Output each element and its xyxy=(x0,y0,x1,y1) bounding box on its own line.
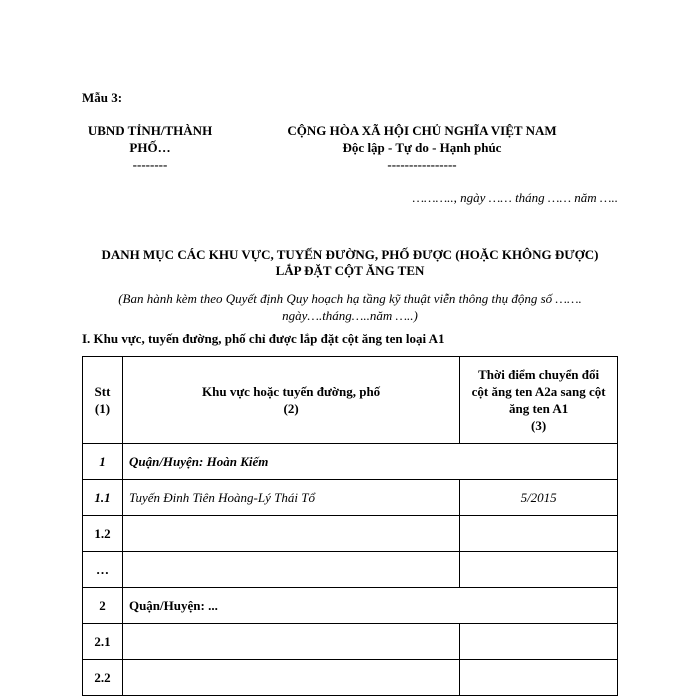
table-row xyxy=(83,624,618,660)
zones-table xyxy=(82,356,618,696)
row-stt: 1.1 xyxy=(83,480,123,516)
row-stt: 1 xyxy=(83,444,123,480)
right-header-rule: ---------------- xyxy=(387,157,457,172)
document-subtitle-line1: (Ban hành kèm theo Quyết định Quy hoạch hạ tầng kỹ thuật viễn thông thụ động số ……. xyxy=(118,291,582,306)
table-row xyxy=(83,552,618,588)
left-header xyxy=(70,122,230,173)
header-area-line2: (2) xyxy=(283,401,299,416)
row-stt: 2 xyxy=(83,588,123,624)
row-time: 5/2015 xyxy=(460,480,618,516)
table-row xyxy=(83,516,618,552)
row-time xyxy=(460,660,618,696)
right-header xyxy=(262,122,582,173)
document-title xyxy=(82,247,618,279)
header-area-line1: Khu vực hoặc tuyến đường, phố xyxy=(202,384,381,399)
right-header-line1: CỘNG HÒA XÃ HỘI CHỦ NGHĨA VIỆT NAM xyxy=(287,123,557,138)
row-time xyxy=(460,516,618,552)
row-stt: 2.1 xyxy=(83,624,123,660)
document-subtitle-line2: ngày….tháng…..năm …..) xyxy=(282,308,418,323)
row-time xyxy=(460,624,618,660)
document-title-line1: DANH MỤC CÁC KHU VỰC, TUYẾN ĐƯỜNG, PHỐ ĐƯỢC (HOẶC KHÔNG ĐƯỢC) xyxy=(101,247,599,262)
header-time-line2: cột ăng ten A2a sang cột xyxy=(471,384,606,399)
row-name xyxy=(122,624,459,660)
row-name: Tuyến Đinh Tiên Hoàng-Lý Thái Tổ xyxy=(122,480,459,516)
table-row xyxy=(83,660,618,696)
header-stt xyxy=(83,357,123,444)
header-stt-line1: Stt xyxy=(94,384,111,399)
left-header-line1: UBND TỈNH/THÀNH xyxy=(87,123,213,138)
left-header-line2: PHỐ… xyxy=(129,140,171,155)
header-area xyxy=(122,357,459,444)
row-district: Quận/Huyện: Hoàn Kiếm xyxy=(122,444,617,480)
header-conversion-time xyxy=(460,357,618,444)
table-header-row xyxy=(83,357,618,444)
date-line: ……….., ngày …… tháng …… năm ….. xyxy=(412,190,618,205)
right-header-line2: Độc lập - Tự do - Hạnh phúc xyxy=(342,140,502,155)
row-name xyxy=(122,660,459,696)
form-label: Mẫu 3: xyxy=(82,90,123,105)
row-stt: … xyxy=(83,552,123,588)
row-stt: 1.2 xyxy=(83,516,123,552)
header-stt-line2: (1) xyxy=(94,401,111,416)
row-name xyxy=(122,516,459,552)
header-time-line4: (3) xyxy=(531,418,547,433)
table-row xyxy=(83,480,618,516)
row-district: Quận/Huyện: ... xyxy=(122,588,617,624)
table-row xyxy=(83,444,618,480)
row-name xyxy=(122,552,459,588)
header-time-line3: ăng ten A1 xyxy=(509,401,569,416)
document-subtitle xyxy=(82,290,618,324)
table-row xyxy=(83,588,618,624)
section-heading: I. Khu vực, tuyến đường, phố chỉ được lắp đặt cột ăng ten loại A1 xyxy=(82,331,445,346)
left-header-rule: -------- xyxy=(132,157,168,172)
document-title-line2: LẮP ĐẶT CỘT ĂNG TEN xyxy=(275,263,425,278)
header-time-line1: Thời điểm chuyển đổi xyxy=(478,367,600,382)
row-stt: 2.2 xyxy=(83,660,123,696)
row-time xyxy=(460,552,618,588)
